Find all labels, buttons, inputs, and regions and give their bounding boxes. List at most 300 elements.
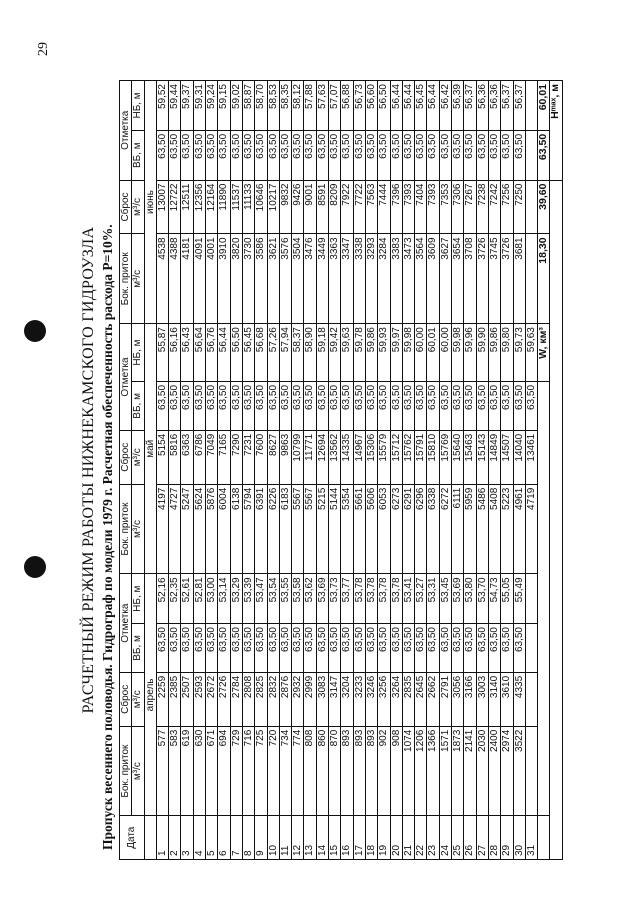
cell-apr-upstream: [525, 624, 537, 673]
cell-may-downstream: 59,42: [329, 324, 341, 382]
cell-may-inflow: 6138: [230, 484, 242, 574]
cell-apr-discharge: 2932: [292, 672, 304, 726]
cell-jun-upstream: 63,50: [476, 130, 488, 180]
cell-apr-discharge: 3264: [390, 672, 402, 726]
cell-may-downstream: 56,68: [255, 324, 267, 382]
cell-apr-discharge: 2645: [415, 672, 427, 726]
cell-may-inflow: 4727: [169, 484, 181, 574]
cell-jun-downstream: 56,37: [513, 81, 525, 131]
month-april: апрель: [144, 574, 156, 816]
cell-apr-downstream: [525, 574, 537, 624]
cell-date: 10: [267, 816, 279, 860]
cell-date: 27: [476, 816, 488, 860]
table-row: [378, 81, 390, 860]
cell-apr-downstream: 53,78: [390, 574, 402, 624]
cell-may-discharge: 7165: [218, 430, 230, 484]
table-row: [193, 81, 205, 860]
cell-may-inflow: 5794: [242, 484, 254, 574]
table-row: [267, 81, 279, 860]
cell-may-discharge: 9863: [279, 430, 291, 484]
cell-apr-downstream: 53,29: [230, 574, 242, 624]
cell-may-upstream: 63,50: [255, 381, 267, 430]
cell-jun-downstream: 56,42: [439, 81, 451, 131]
cell-date: 4: [193, 816, 205, 860]
cell-may-inflow: 4961: [513, 484, 525, 574]
cell-date: 14: [316, 816, 328, 860]
table-row: [304, 81, 316, 860]
cell-jun-upstream: 63,50: [402, 130, 414, 180]
cell-apr-discharge: 2385: [169, 672, 181, 726]
cell-apr-discharge: 4335: [513, 672, 525, 726]
summary-empty: [538, 816, 550, 860]
cell-may-upstream: 63,50: [230, 381, 242, 430]
cell-may-inflow: 6111: [452, 484, 464, 574]
cell-jun-inflow: 3363: [329, 234, 341, 324]
cell-date: 7: [230, 816, 242, 860]
cell-may-downstream: 56,76: [206, 324, 218, 382]
cell-apr-downstream: 53,54: [267, 574, 279, 624]
cell-apr-discharge: 2825: [255, 672, 267, 726]
cell-apr-inflow: 2141: [464, 726, 476, 816]
table-row: [439, 81, 451, 860]
cell-jun-downstream: 59,15: [218, 81, 230, 131]
cell-may-upstream: 63,50: [169, 381, 181, 430]
cell-jun-inflow: 3347: [341, 234, 353, 324]
cell-may-inflow: 5661: [353, 484, 365, 574]
table-row: [206, 81, 218, 860]
cell-jun-downstream: 56,44: [390, 81, 402, 131]
cell-may-discharge: 5154: [156, 430, 168, 484]
cell-may-inflow: 5567: [292, 484, 304, 574]
cell-may-downstream: 60,00: [439, 324, 451, 382]
header-unit-flow: м³/с: [132, 672, 144, 726]
cell-jun-upstream: 63,50: [230, 130, 242, 180]
cell-jun-discharge: [525, 180, 537, 234]
cell-apr-inflow: 734: [279, 726, 291, 816]
page-title: РАСЧЕТНЫЙ РЕЖИМ РАБОТЫ НИЖНЕКАМСКОГО ГИДРОУЗЛА: [80, 226, 97, 714]
cell-may-downstream: 57,26: [267, 324, 279, 382]
table-row: [464, 81, 476, 860]
cell-may-upstream: 63,50: [415, 381, 427, 430]
cell-may-inflow: 4197: [156, 484, 168, 574]
cell-date: 16: [341, 816, 353, 860]
cell-apr-upstream: 63,50: [452, 624, 464, 673]
cell-jun-upstream: 63,50: [181, 130, 193, 180]
cell-apr-upstream: 63,50: [267, 624, 279, 673]
cell-may-downstream: 58,37: [292, 324, 304, 382]
regime-table: [119, 80, 563, 860]
cell-jun-discharge: 10217: [267, 180, 279, 234]
cell-jun-upstream: 63,50: [218, 130, 230, 180]
cell-may-inflow: 6291: [402, 484, 414, 574]
summary-h-row: [550, 81, 562, 860]
cell-apr-discharge: 3147: [329, 672, 341, 726]
header-downstream: НБ, м: [132, 574, 144, 624]
cell-jun-downstream: 56,60: [365, 81, 377, 131]
cell-may-inflow: 5408: [488, 484, 500, 574]
cell-apr-upstream: 63,50: [193, 624, 205, 673]
rotated-page-content: [80, 80, 563, 860]
cell-date: 6: [218, 816, 230, 860]
table-row: [329, 81, 341, 860]
summary-row: [538, 81, 550, 860]
cell-jun-upstream: 63,50: [427, 130, 439, 180]
cell-jun-downstream: 56,39: [452, 81, 464, 131]
cell-may-upstream: 63,50: [525, 381, 537, 430]
table-row: [242, 81, 254, 860]
cell-may-inflow: 5876: [206, 484, 218, 574]
cell-may-discharge: 15579: [378, 430, 390, 484]
page-subtitle: Пропуск весеннего половодья. Гидрограф по модели 1979 г. Расчетная обеспеченность расхода Р=10%.: [100, 224, 115, 850]
cell-apr-downstream: 53,69: [316, 574, 328, 624]
cell-jun-upstream: 63,50: [341, 130, 353, 180]
header-discharge: Сброс: [120, 672, 132, 726]
table-row: [476, 81, 488, 860]
cell-apr-upstream: 63,50: [230, 624, 242, 673]
header-level: Отметка: [120, 324, 132, 431]
cell-jun-downstream: 56,36: [488, 81, 500, 131]
cell-may-upstream: 63,50: [206, 381, 218, 430]
cell-apr-downstream: 53,69: [452, 574, 464, 624]
cell-apr-downstream: 53,73: [329, 574, 341, 624]
cell-apr-upstream: 63,50: [402, 624, 414, 673]
cell-may-inflow: 6053: [378, 484, 390, 574]
cell-may-inflow: 6004: [218, 484, 230, 574]
cell-jun-inflow: 3910: [218, 234, 230, 324]
cell-may-downstream: 59,98: [452, 324, 464, 382]
cell-may-upstream: 63,50: [292, 381, 304, 430]
cell-apr-downstream: 52,35: [169, 574, 181, 624]
cell-jun-inflow: 3476: [304, 234, 316, 324]
table-row: [181, 81, 193, 860]
cell-apr-inflow: 729: [230, 726, 242, 816]
cell-jun-upstream: 63,50: [292, 130, 304, 180]
cell-jun-downstream: 59,24: [206, 81, 218, 131]
cell-apr-discharge: 3204: [341, 672, 353, 726]
cell-jun-discharge: 8209: [329, 180, 341, 234]
summary-w-inflow: 18,30: [538, 234, 550, 324]
cell-may-upstream: 63,50: [156, 381, 168, 430]
cell-jun-upstream: 63,50: [464, 130, 476, 180]
cell-apr-downstream: 53,47: [255, 574, 267, 624]
table-row: [169, 81, 181, 860]
cell-apr-discharge: 3610: [501, 672, 513, 726]
table-row: [501, 81, 513, 860]
cell-jun-downstream: 56,73: [353, 81, 365, 131]
cell-jun-inflow: 3449: [316, 234, 328, 324]
table-row: [415, 81, 427, 860]
cell-jun-upstream: 63,50: [193, 130, 205, 180]
cell-jun-discharge: 10646: [255, 180, 267, 234]
cell-apr-downstream: 53,00: [206, 574, 218, 624]
cell-jun-discharge: 7242: [488, 180, 500, 234]
table-row: [156, 81, 168, 860]
cell-date: 29: [501, 816, 513, 860]
cell-jun-discharge: 11133: [242, 180, 254, 234]
cell-may-discharge: 14040: [513, 430, 525, 484]
cell-may-discharge: 11771: [304, 430, 316, 484]
cell-apr-downstream: 53,58: [292, 574, 304, 624]
header-upstream: ВБ, м: [132, 624, 144, 673]
cell-apr-upstream: 63,50: [439, 624, 451, 673]
cell-apr-discharge: 2808: [242, 672, 254, 726]
cell-jun-discharge: 7353: [439, 180, 451, 234]
header-unit-flow: м³/с: [132, 430, 144, 484]
header-upstream: ВБ, м: [132, 381, 144, 430]
cell-apr-downstream: 53,80: [464, 574, 476, 624]
cell-jun-downstream: 56,88: [341, 81, 353, 131]
cell-jun-upstream: [525, 130, 537, 180]
cell-jun-inflow: [525, 234, 537, 324]
cell-apr-upstream: 63,50: [427, 624, 439, 673]
cell-may-downstream: 59,97: [390, 324, 402, 382]
cell-may-downstream: 56,64: [193, 324, 205, 382]
cell-may-downstream: 60,01: [427, 324, 439, 382]
month-may: май: [144, 324, 156, 574]
cell-jun-discharge: 8591: [316, 180, 328, 234]
cell-date: 8: [242, 816, 254, 860]
cell-jun-downstream: 58,53: [267, 81, 279, 131]
cell-apr-inflow: 893: [341, 726, 353, 816]
cell-date: 18: [365, 816, 377, 860]
cell-may-downstream: 59,63: [341, 324, 353, 382]
cell-apr-upstream: 63,50: [279, 624, 291, 673]
summary-empty: [550, 180, 562, 859]
cell-may-upstream: 63,50: [341, 381, 353, 430]
cell-jun-discharge: 7238: [476, 180, 488, 234]
summary-h-upstream: 63,50: [538, 130, 550, 180]
cell-may-discharge: 15463: [464, 430, 476, 484]
cell-apr-inflow: 725: [255, 726, 267, 816]
cell-apr-inflow: 671: [206, 726, 218, 816]
cell-date: 22: [415, 816, 427, 860]
table-row: [230, 81, 242, 860]
cell-apr-upstream: 63,50: [255, 624, 267, 673]
cell-jun-upstream: 63,50: [169, 130, 181, 180]
cell-apr-inflow: 577: [156, 726, 168, 816]
cell-jun-inflow: 3627: [439, 234, 451, 324]
cell-apr-upstream: 63,50: [242, 624, 254, 673]
cell-may-upstream: 63,50: [439, 381, 451, 430]
cell-may-discharge: 15762: [402, 430, 414, 484]
cell-apr-discharge: 2259: [156, 672, 168, 726]
cell-may-inflow: 6391: [255, 484, 267, 574]
cell-apr-upstream: 63,50: [513, 624, 525, 673]
cell-may-downstream: 57,94: [279, 324, 291, 382]
header-discharge: Сброс: [120, 180, 132, 234]
cell-apr-discharge: 2784: [230, 672, 242, 726]
cell-date: 31: [525, 816, 537, 860]
cell-jun-upstream: 63,50: [353, 130, 365, 180]
cell-apr-downstream: 54,73: [488, 574, 500, 624]
header-date: Дата: [120, 816, 145, 860]
cell-jun-downstream: 58,70: [255, 81, 267, 131]
summary-w-label: W, км³: [538, 324, 550, 382]
cell-may-inflow: 5486: [476, 484, 488, 574]
cell-may-discharge: 8627: [267, 430, 279, 484]
cell-apr-downstream: 53,31: [427, 574, 439, 624]
cell-may-discharge: 14967: [353, 430, 365, 484]
cell-apr-upstream: 63,50: [353, 624, 365, 673]
summary-h-downstream: 60,01: [538, 81, 550, 131]
cell-apr-inflow: 1873: [452, 726, 464, 816]
cell-may-inflow: 6226: [267, 484, 279, 574]
cell-date: 11: [279, 816, 291, 860]
table-row: [341, 81, 353, 860]
table-row: [452, 81, 464, 860]
cell-date: 25: [452, 816, 464, 860]
summary-empty: [538, 381, 550, 815]
cell-jun-discharge: 7256: [501, 180, 513, 234]
cell-jun-upstream: 63,50: [329, 130, 341, 180]
cell-jun-discharge: 7404: [415, 180, 427, 234]
cell-jun-upstream: 63,50: [279, 130, 291, 180]
header-level: Отметка: [120, 574, 132, 672]
cell-apr-inflow: 2974: [501, 726, 513, 816]
cell-may-inflow: 5144: [329, 484, 341, 574]
cell-date: 20: [390, 816, 402, 860]
cell-may-upstream: 63,50: [218, 381, 230, 430]
cell-jun-upstream: 63,50: [267, 130, 279, 180]
cell-jun-upstream: 63,50: [452, 130, 464, 180]
cell-jun-inflow: 3338: [353, 234, 365, 324]
cell-date: 9: [255, 816, 267, 860]
cell-jun-discharge: 12356: [193, 180, 205, 234]
cell-apr-upstream: 63,50: [415, 624, 427, 673]
cell-apr-upstream: 63,50: [476, 624, 488, 673]
table-row: [525, 81, 537, 860]
cell-apr-upstream: 63,50: [292, 624, 304, 673]
cell-jun-downstream: 59,52: [156, 81, 168, 131]
cell-may-upstream: 63,50: [464, 381, 476, 430]
cell-date: 2: [169, 816, 181, 860]
cell-jun-upstream: 63,50: [513, 130, 525, 180]
cell-may-downstream: 59,93: [378, 324, 390, 382]
cell-may-downstream: 56,50: [230, 324, 242, 382]
header-upstream: ВБ, м: [132, 130, 144, 180]
cell-apr-inflow: 1571: [439, 726, 451, 816]
cell-apr-upstream: 63,50: [464, 624, 476, 673]
cell-may-downstream: 56,45: [242, 324, 254, 382]
cell-jun-discharge: 7393: [402, 180, 414, 234]
cell-may-upstream: 63,50: [513, 381, 525, 430]
cell-date: 19: [378, 816, 390, 860]
cell-jun-discharge: 12722: [169, 180, 181, 234]
cell-apr-downstream: 53,14: [218, 574, 230, 624]
cell-may-discharge: 15640: [452, 430, 464, 484]
table-row: [279, 81, 291, 860]
cell-jun-discharge: 13007: [156, 180, 168, 234]
cell-apr-upstream: 63,50: [488, 624, 500, 673]
cell-apr-upstream: 63,50: [501, 624, 513, 673]
cell-may-upstream: 63,50: [193, 381, 205, 430]
cell-jun-discharge: 11537: [230, 180, 242, 234]
cell-jun-upstream: 63,50: [156, 130, 168, 180]
cell-apr-upstream: 63,50: [378, 624, 390, 673]
cell-may-discharge: 12694: [316, 430, 328, 484]
header-unit-flow: м³/с: [132, 234, 144, 324]
cell-apr-inflow: 694: [218, 726, 230, 816]
cell-may-discharge: 6363: [181, 430, 193, 484]
cell-apr-inflow: 1074: [402, 726, 414, 816]
cell-apr-downstream: 53,78: [353, 574, 365, 624]
cell-date: 21: [402, 816, 414, 860]
cell-jun-inflow: 3820: [230, 234, 242, 324]
cell-may-upstream: 63,50: [242, 381, 254, 430]
cell-may-downstream: 56,16: [169, 324, 181, 382]
cell-jun-discharge: 9832: [279, 180, 291, 234]
cell-jun-downstream: 56,45: [415, 81, 427, 131]
cell-jun-discharge: 7267: [464, 180, 476, 234]
cell-apr-discharge: 2662: [427, 672, 439, 726]
cell-jun-downstream: 56,44: [427, 81, 439, 131]
cell-apr-downstream: 52,16: [156, 574, 168, 624]
cell-jun-downstream: 56,37: [501, 81, 513, 131]
cell-date: 3: [181, 816, 193, 860]
cell-date: 30: [513, 816, 525, 860]
cell-may-inflow: 5567: [304, 484, 316, 574]
cell-may-downstream: 59,63: [525, 324, 537, 382]
cell-jun-inflow: 3730: [242, 234, 254, 324]
header-unit-flow: м³/с: [132, 484, 144, 574]
summary-w-discharge: 39,60: [538, 180, 550, 234]
cell-jun-inflow: 3293: [365, 234, 377, 324]
cell-jun-inflow: 4181: [181, 234, 193, 324]
cell-apr-downstream: 53,70: [476, 574, 488, 624]
cell-apr-discharge: 2835: [402, 672, 414, 726]
cell-apr-discharge: 3256: [378, 672, 390, 726]
cell-jun-discharge: 12164: [206, 180, 218, 234]
cell-may-discharge: 7231: [242, 430, 254, 484]
cell-apr-upstream: 63,50: [304, 624, 316, 673]
cell-may-downstream: 59,86: [365, 324, 377, 382]
cell-date: 24: [439, 816, 451, 860]
cell-apr-discharge: 3083: [316, 672, 328, 726]
cell-apr-downstream: 52,81: [193, 574, 205, 624]
cell-apr-upstream: 63,50: [316, 624, 328, 673]
cell-may-discharge: 15712: [390, 430, 402, 484]
month-june: июнь: [144, 81, 156, 324]
cell-may-inflow: 6338: [427, 484, 439, 574]
cell-jun-inflow: 3284: [378, 234, 390, 324]
cell-may-discharge: 7290: [230, 430, 242, 484]
cell-apr-discharge: 2791: [439, 672, 451, 726]
cell-may-discharge: 13461: [525, 430, 537, 484]
cell-apr-downstream: 53,39: [242, 574, 254, 624]
table-row: [488, 81, 500, 860]
cell-may-downstream: 55,87: [156, 324, 168, 382]
cell-apr-upstream: 63,50: [181, 624, 193, 673]
cell-apr-discharge: 2507: [181, 672, 193, 726]
cell-may-discharge: 14849: [488, 430, 500, 484]
cell-jun-downstream: [525, 81, 537, 131]
cell-may-upstream: 63,50: [304, 381, 316, 430]
cell-apr-discharge: 3233: [353, 672, 365, 726]
cell-jun-upstream: 63,50: [242, 130, 254, 180]
cell-apr-downstream: 53,27: [415, 574, 427, 624]
cell-may-downstream: 59,96: [464, 324, 476, 382]
cell-may-downstream: 59,90: [476, 324, 488, 382]
cell-jun-discharge: 7393: [427, 180, 439, 234]
cell-jun-upstream: 63,50: [365, 130, 377, 180]
cell-apr-discharge: 2593: [193, 672, 205, 726]
cell-may-inflow: 5624: [193, 484, 205, 574]
cell-apr-downstream: 53,78: [365, 574, 377, 624]
table-row: [390, 81, 402, 860]
cell-apr-discharge: 2672: [206, 672, 218, 726]
cell-date: 12: [292, 816, 304, 860]
cell-may-discharge: 7049: [206, 430, 218, 484]
